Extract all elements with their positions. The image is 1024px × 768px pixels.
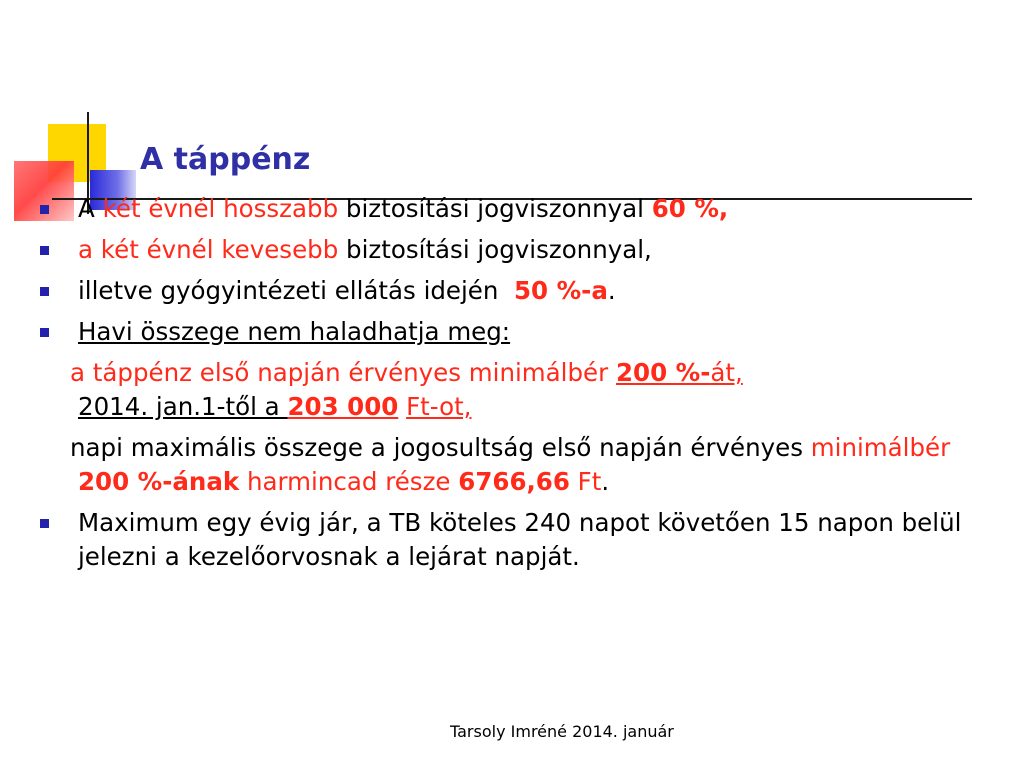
text-segment-highlight: minimálbér <box>810 433 951 462</box>
percentage-50: 50 %-a <box>514 276 608 305</box>
text-segment: Maximum egy évig jár, a TB köteles 240 napot követően 15 napon belül jelezni a kezelőorvosnak a lejárat napját. <box>78 508 962 571</box>
bullet-square-icon <box>40 287 49 296</box>
text-segment-highlight: át, <box>710 358 743 387</box>
bullet-item-2 <box>40 233 1000 267</box>
text-segment: napi maximális összege a jogosultság első napján érvényes <box>70 433 811 462</box>
bullet-square-icon <box>40 205 49 214</box>
text-segment-highlight: a táppénz első napján érvényes minimálbér <box>70 358 616 387</box>
slide-body <box>40 192 1000 581</box>
text-segment-highlight: két évnél hosszabb <box>102 194 339 223</box>
bullet-square-icon <box>40 519 49 528</box>
amount-203000: 203 000 <box>287 392 399 421</box>
bullet-item-3 <box>40 274 1000 308</box>
text-segment <box>398 392 406 421</box>
text-segment-underlined: Havi összege nem haladhatja meg: <box>78 317 511 346</box>
text-segment: . <box>601 467 610 496</box>
text-segment-highlight: harmincad része <box>239 467 459 496</box>
amount-6766: 6766,66 <box>458 467 570 496</box>
bullet-item-4 <box>40 315 1000 349</box>
bullet-square-icon <box>40 246 49 255</box>
text-segment: A <box>78 194 103 223</box>
text-segment-highlight: a két évnél kevesebb <box>78 235 339 264</box>
currency-text: Ft-ot, <box>406 392 472 421</box>
text-segment: biztosítási jogviszonnyal, <box>338 235 652 264</box>
bullet-square-icon <box>40 328 49 337</box>
percentage-200: 200 %- <box>615 358 711 387</box>
text-segment-underlined: 2014. jan.1-től a <box>78 392 288 421</box>
bullet-item-1 <box>40 192 1000 226</box>
text-segment: illetve gyógyintézeti ellátás idején <box>78 276 514 305</box>
text-segment: . <box>607 276 616 305</box>
bullet-item-5 <box>40 506 1000 574</box>
footer-author-date: Tarsoly Imréné 2014. január <box>450 722 674 741</box>
slide-title: A táppénz <box>140 142 311 177</box>
percentage-200-anak: 200 %-ának <box>78 467 240 496</box>
text-segment: biztosítási jogviszonnyal <box>338 194 652 223</box>
continuation-paragraph-1 <box>40 356 1000 424</box>
continuation-paragraph-2 <box>40 431 1000 499</box>
currency-text: Ft <box>569 467 602 496</box>
percentage-60: 60 %, <box>651 194 729 223</box>
